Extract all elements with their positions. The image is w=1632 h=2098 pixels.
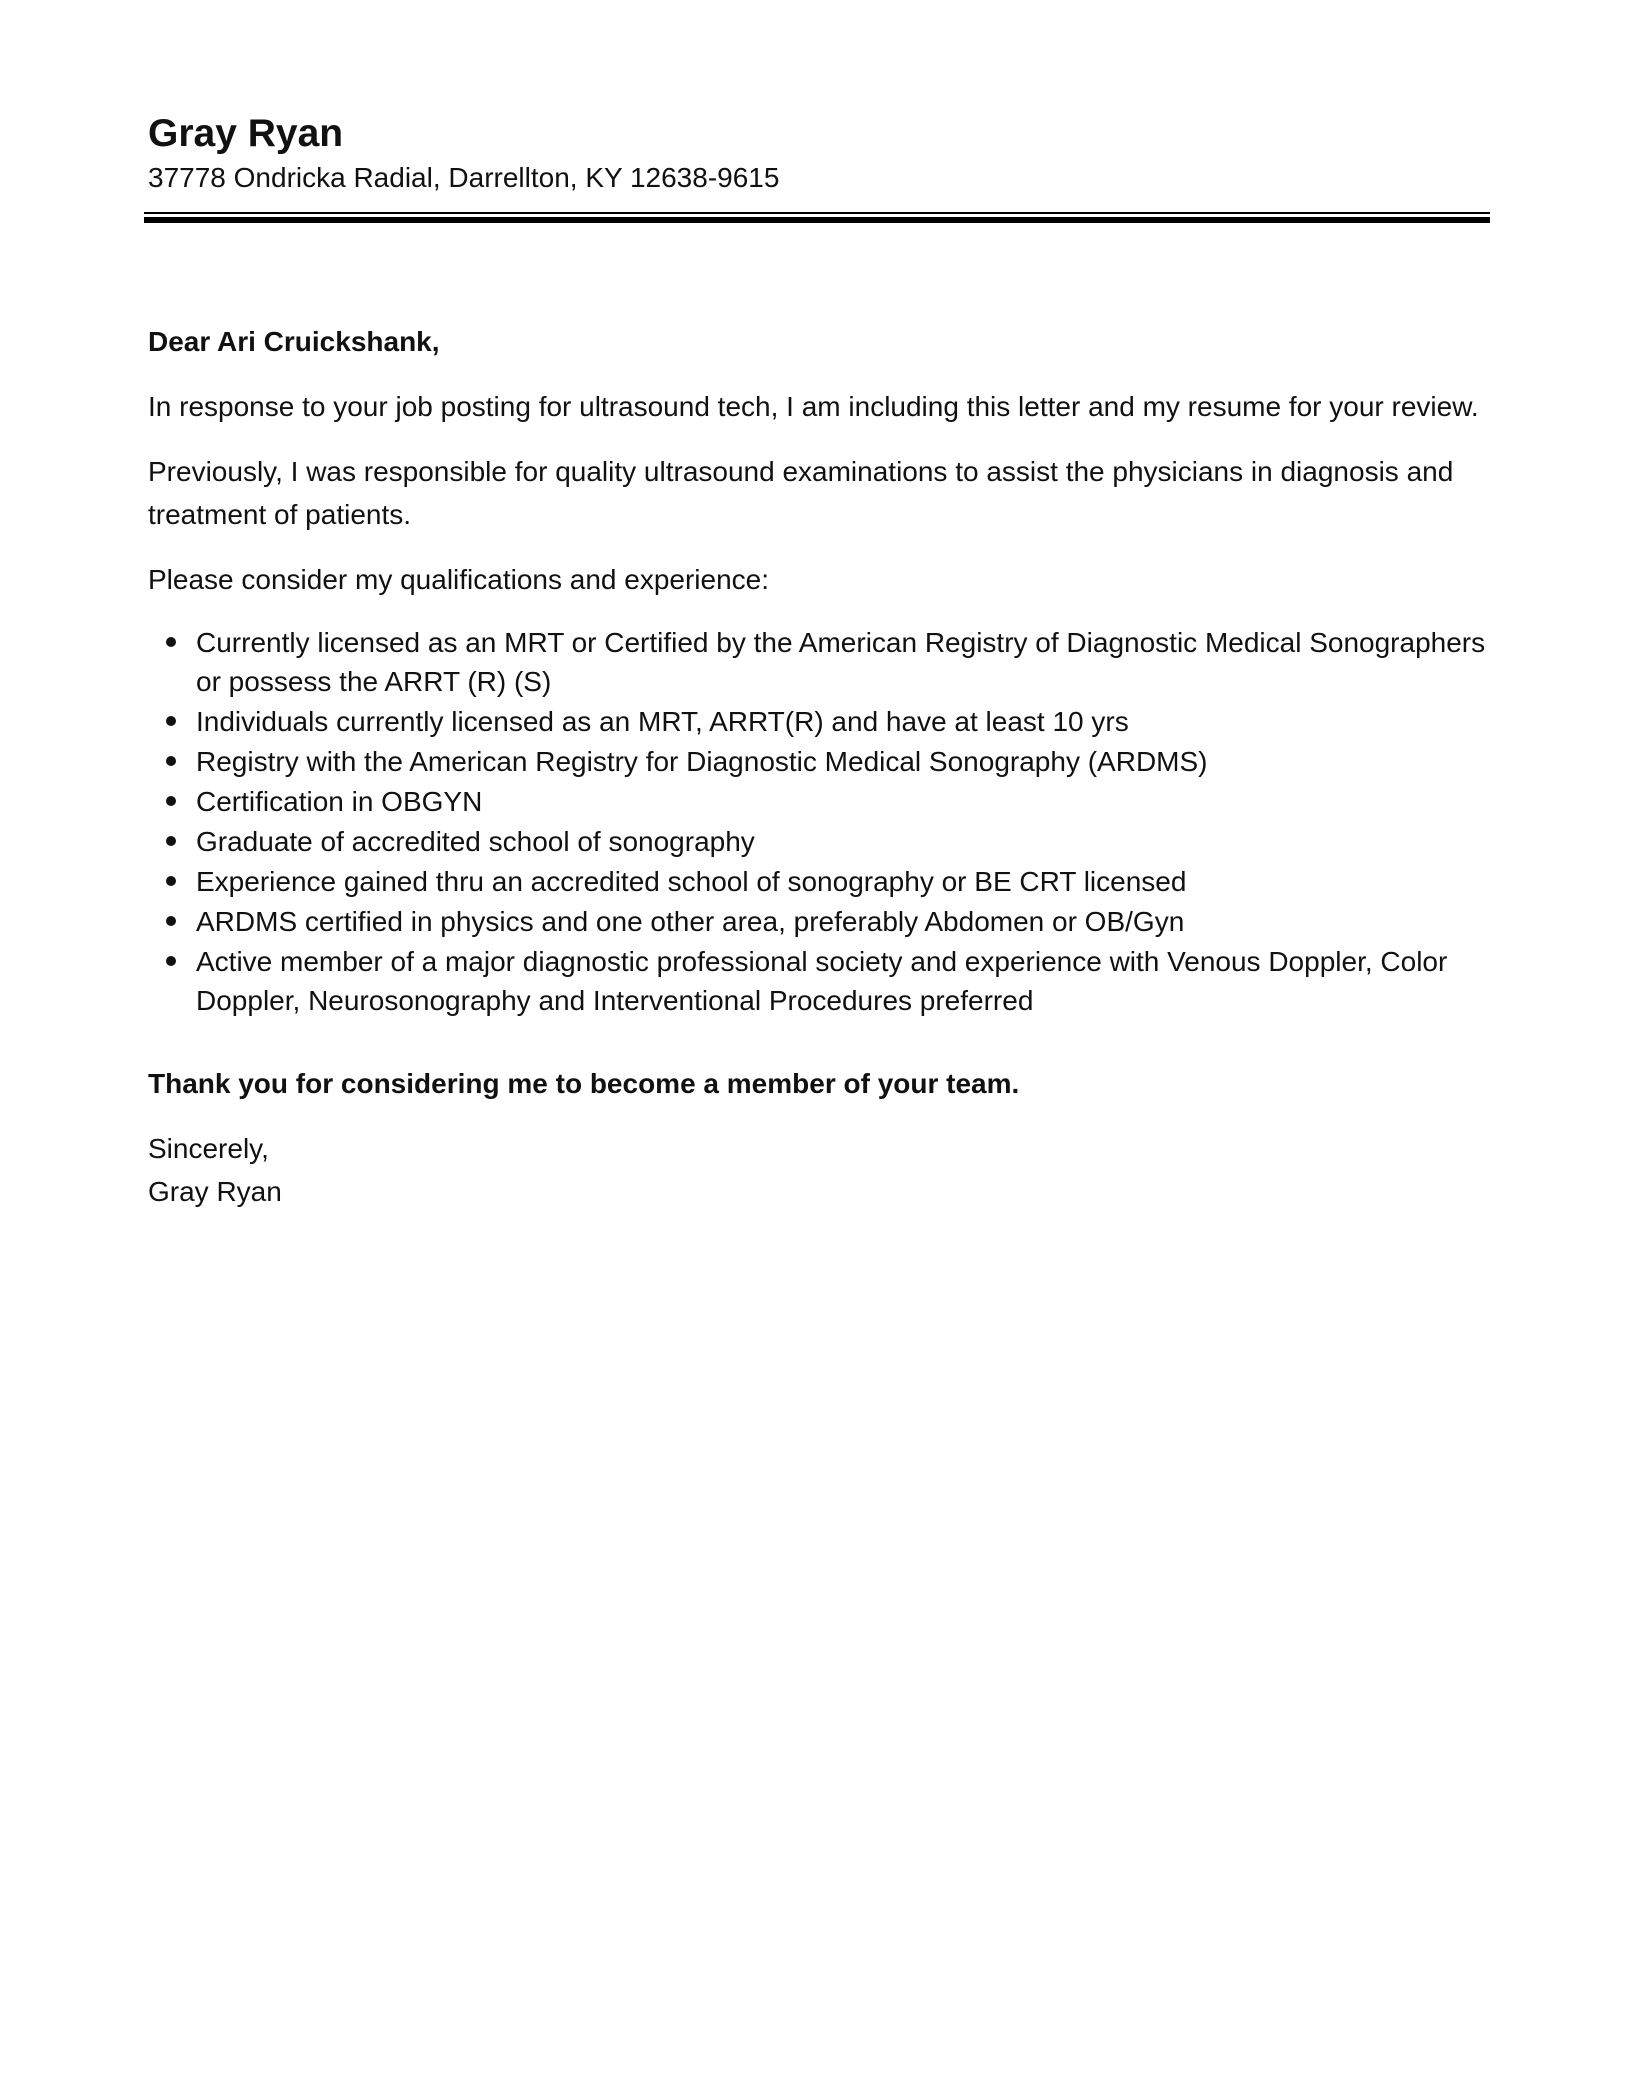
bullet-icon	[166, 796, 176, 806]
bullet-icon	[166, 836, 176, 846]
list-item	[196, 862, 1488, 901]
bullet-icon	[166, 916, 176, 926]
bullet-icon	[166, 956, 176, 966]
list-item-text: Registry with the American Registry for Diagnostic Medical Sonography (ARDMS)	[196, 746, 1208, 777]
list-item	[196, 623, 1488, 701]
bullet-icon	[166, 716, 176, 726]
sender-address: 37778 Ondricka Radial, Darrellton, KY 12638-9615	[148, 162, 780, 193]
thank-you-line: Thank you for considering me to become a member of your team.	[148, 1068, 1020, 1099]
divider-thick-line	[144, 217, 1490, 223]
experience-paragraph: Previously, I was responsible for quality ultrasound examinations to assist the physicians in diagnosis and treatment of patients.	[148, 456, 1454, 530]
letter-body	[148, 320, 1488, 1213]
salutation: Dear Ari Cruickshank,	[148, 326, 440, 357]
qualifications-list	[148, 623, 1488, 1020]
closing: Sincerely,	[148, 1133, 269, 1164]
bullet-icon	[166, 756, 176, 766]
list-item	[196, 742, 1488, 781]
bullet-icon	[166, 637, 176, 647]
header-divider	[144, 212, 1490, 223]
sender-name: Gray Ryan	[148, 112, 344, 155]
list-item-text: Experience gained thru an accredited school of sonography or BE CRT licensed	[196, 866, 1187, 897]
list-item-text: Individuals currently licensed as an MRT, ARRT(R) and have at least 10 yrs	[196, 706, 1129, 737]
letter-header	[148, 110, 1488, 196]
list-item	[196, 942, 1488, 1020]
list-item-text: ARDMS certified in physics and one other area, preferably Abdomen or OB/Gyn	[196, 906, 1185, 937]
qualifications-intro: Please consider my qualifications and experience:	[148, 564, 770, 595]
list-item-text: Active member of a major diagnostic professional society and experience with Venous Doppler, Color Doppler, Neurosonography and Interventional Procedures preferred	[196, 946, 1448, 1016]
bullet-icon	[166, 876, 176, 886]
list-item-text: Graduate of accredited school of sonography	[196, 826, 755, 857]
list-item-text: Certification in OBGYN	[196, 786, 483, 817]
intro-paragraph: In response to your job posting for ultrasound tech, I am including this letter and my resume for your review.	[148, 391, 1479, 422]
list-item	[196, 902, 1488, 941]
list-item-text: Currently licensed as an MRT or Certified by the American Registry of Diagnostic Medical Sonographers or possess the ARRT (R) (S)	[196, 627, 1486, 697]
list-item	[196, 702, 1488, 741]
list-item	[196, 822, 1488, 861]
signature-name: Gray Ryan	[148, 1176, 282, 1207]
list-item	[196, 782, 1488, 821]
